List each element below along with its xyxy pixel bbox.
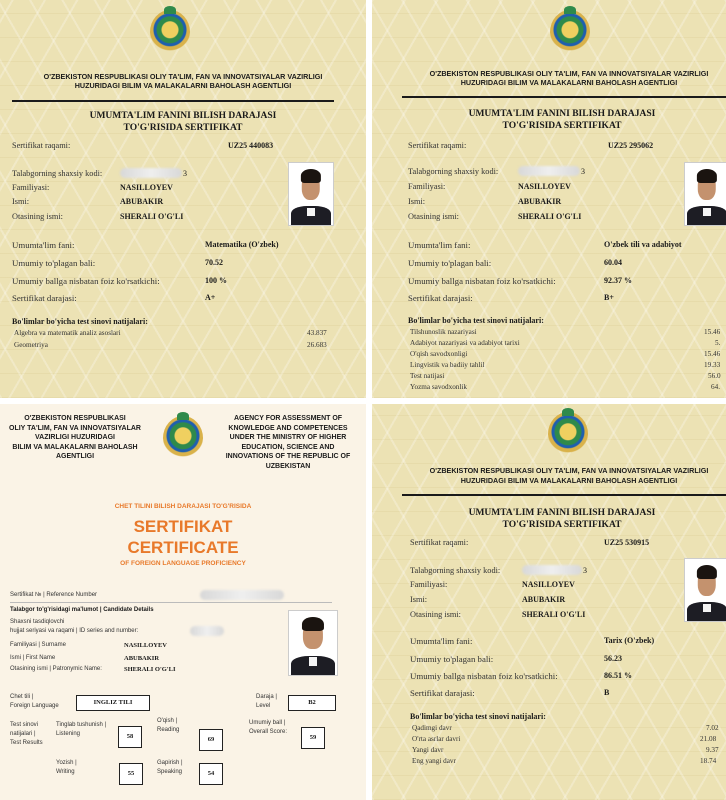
section-name: Test natijasi [410,372,445,380]
state-emblem-icon [150,10,190,54]
label-score: Umumiy to'plagan bali: [408,258,492,268]
ministry-line-2: HUZURIDAGI BILIM VA MALAKALARNI BAHOLASH AGENTLIGI [460,476,678,485]
section-value: 43.837 [307,329,327,337]
patronymic: SHERALI O'G'LI [518,212,582,221]
sections-heading: Bo'limlar bo'yicha test sinovi natijalari: [410,712,546,721]
section-value: 15.46 [704,350,721,358]
cert-title-1: UMUMTA'LIM FANINI BILISH DARAJASI [89,111,277,121]
state-emblem-icon [548,412,588,456]
redacted-reference [200,590,284,600]
redacted-code [518,166,580,176]
label-personal-code: Talabgorning shaxsiy kodi: [408,167,499,176]
score: 56.23 [604,654,622,663]
label-personal-code: Talabgorning shaxsiy kodi: [12,169,103,178]
speaking-score: 54 [199,763,223,785]
label-patronymic: Otasining ismi: [410,610,461,619]
section-name: Lingvistik va badiiy tahlil [410,361,485,369]
certificate-foreign-language [0,404,366,800]
redacted-code [522,565,582,575]
org-name-uz-3: VAZIRLIGI HUZURIDAGI [35,434,115,441]
label-percent: Umumiy ballga nisbatan foiz ko'rsatkichi: [408,276,556,286]
label-subject: Umumta'lim fani: [12,240,75,250]
label-writing-2: Writing [56,769,75,775]
state-emblem-icon [550,10,590,54]
label-score: Umumiy to'plagan bali: [12,258,96,268]
subject: O'zbek tili va adabiyot [604,240,682,249]
label-level: Sertifikat darajasi: [12,293,77,303]
cert-title-2: TO'G'RISIDA SERTIFIKAT [123,123,243,133]
label-candidate-details: Talabgor to'g'risidagi ma'lumot | Candidate Details [10,607,154,613]
label-speaking-2: Speaking [157,769,183,775]
subject: Tarix (O'zbek) [604,636,655,645]
section-value: 5. [715,339,721,347]
state-emblem-icon [163,416,203,460]
reading-score: 69 [199,729,223,751]
section-value: 56.0 [708,372,721,380]
section-name: Yangi davr [412,746,444,754]
label-name: Ismi: [410,595,428,604]
candidate-photo [684,558,726,622]
label-level: Sertifikat darajasi: [410,688,475,698]
org-name-uz-5: AGENTLIGI [55,453,95,460]
language-value: INGLIZ TILI [76,695,150,711]
label-surname: Familiyasi: [408,182,446,191]
sections-heading: Bo'limlar bo'yicha test sinovi natijalari: [12,317,148,326]
label-results-1: Test sinovi [10,722,39,728]
overall-score: 59 [301,727,325,749]
section-name: Tilshunoslik nazariyasi [410,328,477,336]
label-cert-number: Sertifikat raqami: [410,538,469,547]
certificate-history [372,404,726,800]
divider [402,494,726,496]
redacted-passport [190,626,224,636]
divider [10,602,332,603]
cert-number: UZ25 295062 [608,141,654,150]
label-cert-number: Sertifikat raqami: [12,141,71,150]
section-name: O'rta asrlar davri [412,735,461,743]
code-tail: 3 [581,167,585,176]
candidate-photo [684,162,726,226]
label-overall-1: Umumiy ball | [249,720,286,726]
section-value: 9.37 [706,746,719,754]
cert-number: UZ25 530915 [604,538,650,547]
redacted-code [120,168,182,178]
ministry-line-1: O'ZBEKISTON RESPUBLIKASI OLIY TA'LIM, FAN VA INNOVATSIYALAR VAZIRLIGI [429,466,709,475]
org-name-en-3: UNDER THE MINISTRY OF HIGHER [229,434,347,441]
section-name: Geometriya [14,341,48,349]
label-first-name: Ismi | First Name [10,655,56,661]
section-name: Adabiyot nazariyasi va adabiyot tarixi [410,339,520,347]
writing-score: 55 [119,763,143,785]
ministry-line-1: O'ZBEKISTON RESPUBLIKASI OLIY TA'LIM, FAN VA INNOVATSIYALAR VAZIRLIGI [43,72,323,81]
patronymic: SHERALI O'G'LI [124,666,176,673]
label-writing-1: Yozish | [56,760,77,766]
level: A+ [205,293,216,302]
label-listening-2: Listening [56,731,81,737]
score: 70.52 [205,258,223,267]
code-tail: 3 [183,169,187,178]
label-surname: Familiyasi: [410,580,448,589]
label-overall-2: Overall Score: [249,729,288,735]
label-subject: Umumta'lim fani: [410,636,473,646]
ministry-line-2: HUZURIDAGI BILIM VA MALAKALARNI BAHOLASH AGENTLIGI [460,78,678,87]
org-name-en-1: AGENCY FOR ASSESSMENT OF [233,415,343,422]
label-patronymic: Otasining ismi: [12,212,63,221]
section-name: Algebra va matematik analiz asoslari [14,329,121,337]
surname: NASILLOYEV [120,183,173,192]
section-name: Qadimgi davr [412,724,452,732]
subject: Matematika (O'zbek) [205,240,279,249]
cert-title-2: TO'G'RISIDA SERTIFIKAT [502,520,622,530]
section-name: O'qish savodxonligi [410,350,468,358]
label-score: Umumiy to'plagan bali: [410,654,494,664]
cert-number: UZ25 440083 [228,141,274,150]
org-name-uz-2: OLIY TA'LIM, FAN VA INNOVATSIYALAR [9,424,141,432]
label-patronymic: Otasining ismi: [408,212,459,221]
label-language-1: Chet tili | [10,694,34,700]
label-patronymic: Otasining ismi | Patronymic Name: [10,666,102,672]
surname: NASILLOYEV [522,580,575,589]
cert-title-2: TO'G'RISIDA SERTIFIKAT [502,121,622,131]
level-value: B2 [288,695,336,711]
title-en: CERTIFICATE [127,538,239,557]
ministry-line-2: HUZURIDAGI BILIM VA MALAKALARNI BAHOLASH AGENTLIGI [74,81,292,90]
label-reference: Sertifikat № | Reference Number [10,592,98,598]
org-name-en-5: INNOVATIONS OF THE REPUBLIC OF [225,453,351,460]
label-name: Ismi: [12,197,30,206]
divider [12,100,334,102]
org-name-uz-1: O'ZBEKISTON RESPUBLIKASI [24,415,126,422]
label-reading-2: Reading [157,727,180,733]
label-passport-1: Shaxsni tasdiqlovchi [10,619,65,625]
label-level: Sertifikat darajasi: [408,293,473,303]
score: 60.04 [604,258,622,267]
ministry-line-1: O'ZBEKISTON RESPUBLIKASI OLIY TA'LIM, FAN VA INNOVATSIYALAR VAZIRLIGI [429,69,709,78]
label-name: Ismi: [408,197,426,206]
org-name-uz-4: BILIM VA MALAKALARNI BAHOLASH [12,443,138,451]
surname: NASILLOYEV [518,182,571,191]
label-level-2: Level [256,703,271,709]
patronymic: SHERALI O'G'LI [522,610,586,619]
label-subject: Umumta'lim fani: [408,240,471,250]
section-value: 7.02 [706,724,719,732]
patronymic: SHERALI O'G'LI [120,212,184,221]
label-cert-number: Sertifikat raqami: [408,141,467,150]
percent: 86.51 % [604,671,632,680]
label-reading-1: O'qish | [157,718,178,724]
cert-title-1: UMUMTA'LIM FANINI BILISH DARAJASI [468,508,656,518]
label-results-3: Test Results [10,740,43,746]
percent: 100 % [205,276,227,285]
org-name-en-2: KNOWLEDGE AND COMPETENCES [228,424,348,432]
label-personal-code: Talabgorning shaxsiy kodi: [410,566,501,575]
label-results-2: natijalari | [10,731,36,737]
section-value: 15.46 [704,328,721,336]
surname: NASILLOYEV [124,642,167,649]
label-passport-2: hujjat seriyasi va raqami | ID series and number: [10,628,139,634]
label-listening-1: Tinglab tushunish | [56,722,107,728]
code-tail: 3 [583,566,587,575]
section-value: 18.74 [700,757,717,765]
candidate-photo [288,162,334,226]
org-name-en-4: EDUCATION, SCIENCE AND [241,443,335,451]
certificate-math [0,0,366,398]
divider [402,96,726,98]
subtitle-en: OF FOREIGN LANGUAGE PROFICIENCY [120,560,246,567]
section-value: 26.683 [307,341,327,349]
sections-heading: Bo'limlar bo'yicha test sinovi natijalari: [408,316,544,325]
label-level-1: Daraja | [256,694,277,700]
label-percent: Umumiy ballga nisbatan foiz ko'rsatkichi: [12,276,160,286]
label-percent: Umumiy ballga nisbatan foiz ko'rsatkichi: [410,671,558,681]
subtitle-uz: CHET TILINI BILISH DARAJASI TO'G'RISIDA [114,503,252,510]
cert-title-1: UMUMTA'LIM FANINI BILISH DARAJASI [468,109,656,119]
section-name: Eng yangi davr [412,757,456,765]
first-name: ABUBAKIR [124,655,160,662]
org-name-en-6: UZBEKISTAN [265,462,311,470]
section-name: Yozma savodxonlik [410,383,467,391]
section-value: 19.33 [704,361,721,369]
label-language-2: Foreign Language [10,703,59,709]
label-surname: Familiyasi | Surname [10,642,66,648]
section-value: 21.08 [700,735,717,743]
level: B [604,688,610,697]
first-name: ABUBAKIR [518,197,562,206]
level: B+ [604,293,614,302]
label-surname: Familiyasi: [12,183,50,192]
first-name: ABUBAKIR [120,197,164,206]
title-uz: SERTIFIKAT [133,517,233,536]
percent: 92.37 % [604,276,632,285]
listening-score: 58 [118,726,142,748]
certificate-uzbek-language [372,0,726,398]
section-value: 64. [711,383,720,391]
label-speaking-1: Gapirish | [157,760,183,766]
first-name: ABUBAKIR [522,595,566,604]
candidate-photo [288,610,338,676]
